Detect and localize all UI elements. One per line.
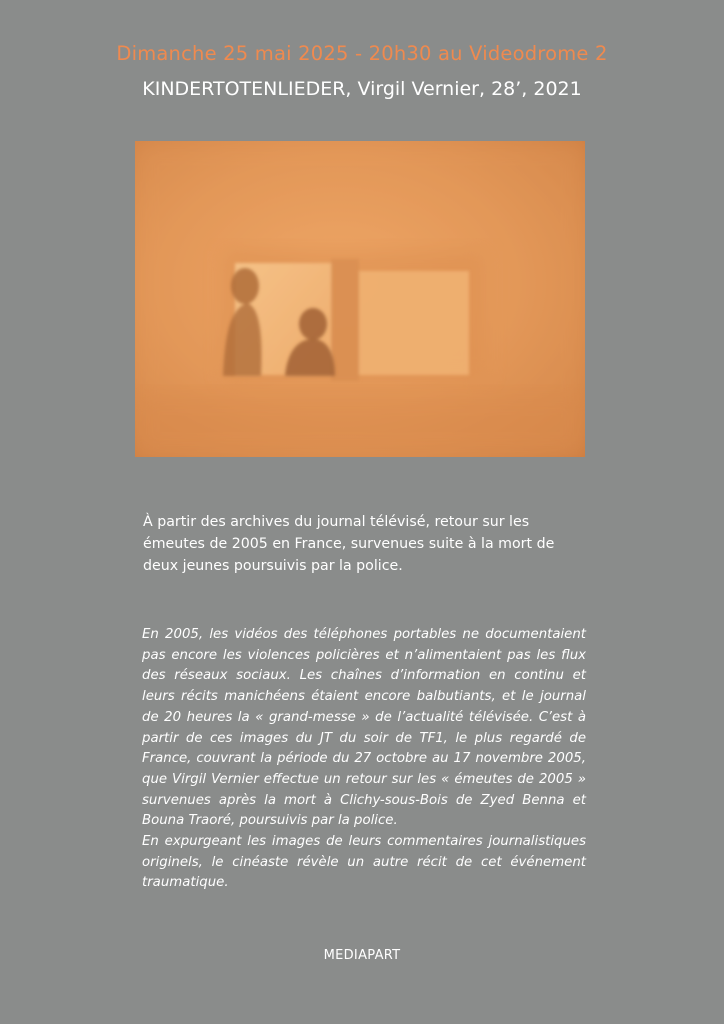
review-paragraph: En expurgeant les images de leurs commentaires journalistiques originels, le cinéaste révèle un autre récit de cet événement traumatique. [142, 834, 586, 891]
review-source: MEDIAPART [323, 948, 401, 963]
date-line: Dimanche 25 mai 2025 - 20h30 au Videodrome 2 [116, 42, 608, 65]
review-paragraph: En 2005, les vidéos des téléphones portables ne documentaient pas encore les violences policières et n’alimentaient pas les flux des réseaux sociaux. Les chaînes d’information en continu et leurs récits manichéens étaient encore balbutiants, et le journal de 20 heures la « grand-messe » de l’actualité télévisée. C’est à partir de ces images du JT du soir de TF1, le plus regardé de France, couvrant la période du 27 octobre au 17 novembre 2005, que Virgil Vernier effectue un retour sur les « émeutes de 2005 » survenues après la mort à Clichy-sous-Bois de Zyed Benna et Bouna Traoré, poursuivis par la police. [142, 627, 586, 829]
film-still-image [135, 141, 585, 457]
film-title: KINDERTOTENLIEDER, Virgil Vernier, 28’, 2021 [142, 78, 582, 100]
synopsis-text: À partir des archives du journal télévisé, retour sur les émeutes de 2005 en France, survenues suite à la mort de deux jeunes poursuivis par la police. [143, 514, 555, 574]
review-text [142, 625, 586, 894]
film-still [135, 141, 585, 457]
